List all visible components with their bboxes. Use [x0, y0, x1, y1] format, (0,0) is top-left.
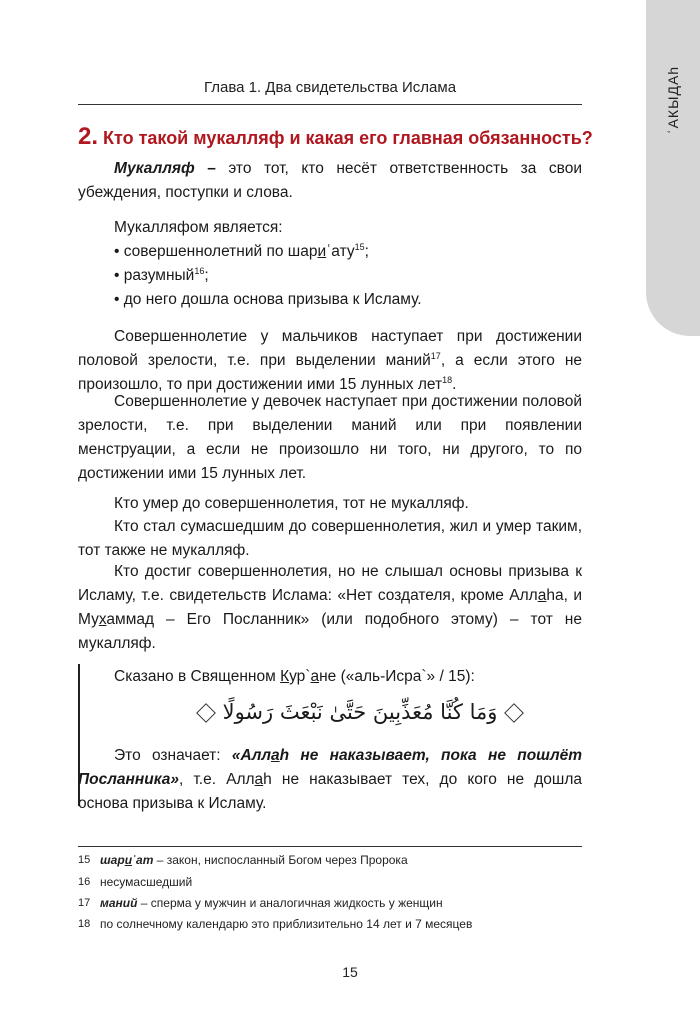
girls-paragraph: Совершеннолетие у девочек наступает при достижении половой зрелости, т.е. при выделении маний или при появлении менструации, а если не произошло ни того, ни другого, то по достижении ими 15 лунных лет. [78, 393, 582, 482]
side-tab-label [646, 0, 700, 200]
quran-intro: Сказано в Священном Кур`ане («аль-Исра`» / 15): [114, 668, 475, 685]
page-number: 15 [342, 964, 358, 980]
verse-ornament-icon [196, 703, 216, 723]
section-number: 2. [78, 123, 99, 150]
boys-paragraph: Совершеннолетие у мальчиков наступает при достижении половой зрелости, т.е. при выделении маний$^{17}$, а если этого не произошло, то при достижении ими 15 лунных лет$^{18}$. [78, 328, 583, 393]
definition-term: Мукалляф [114, 160, 195, 177]
footnote-divider [78, 846, 582, 847]
case-insane-paragraph: Кто стал сумасшедшим до совершеннолетия, жил и умер таким, тот также не мукалляф. [78, 518, 582, 559]
verse-ornament-icon [504, 703, 524, 723]
section-heading [78, 123, 598, 151]
case-unheard-paragraph: Кто достиг совершеннолетия, но не слышал основы призыва к Исламу, т.е. свидетельств Ислама: «Нет создателя, кроме Аллаhа, и Мухаммад – Его Посланник» (или подобного этому) – тот не мукалляф. [78, 563, 583, 652]
conditions-intro: Мукалляфом является: [114, 219, 283, 236]
definition-text: это тот, кто несёт ответственность за свои убеждения, поступки и слова. [78, 160, 582, 201]
condition-item-call: • до него дошла основа призыва к Исламу. [114, 291, 422, 308]
header-divider [78, 104, 582, 105]
case-died-paragraph: Кто умер до совершеннолетия, тот не мукалляф. [114, 495, 469, 512]
arabic-verse [140, 700, 580, 724]
meaning-paragraph: Это означает: «Аллаh не наказывает, пока не пошлёт Посланника», т.е. Аллаh не наказывает тех, до кого не дошла основа призыва к Исламу. [78, 747, 582, 812]
footnote-ref: 15 [354, 241, 365, 252]
footnote-ref: 18 [442, 374, 453, 385]
footnote-17: 17 маний – сперма у мужчин и аналогичная жидкость у женщин [78, 896, 443, 910]
definition-paragraph: Мукалляф – это тот, кто несёт ответственность за свои убеждения, поступки и слова. [78, 160, 582, 201]
side-tab-text: ʿАКЫДАh [665, 65, 681, 135]
side-tab [646, 0, 700, 336]
chapter-title: Глава 1. Два свидетельства Ислама [203, 79, 457, 96]
section-title: Кто такой мукалляф и какая его главная обязанность? [103, 128, 593, 148]
footnote-15: 15 шариʿат – закон, ниспосланный Богом через Пророка [78, 853, 408, 867]
footnote-ref: 17 [430, 350, 441, 361]
footnote-18: 18 по солнечному календарю это приблизительно 14 лет и 7 месяцев [78, 917, 473, 931]
footnote-16: 16 несумасшедший [78, 875, 193, 889]
condition-item-sane: • разумный$^{16}$; [114, 265, 209, 284]
arabic-verse-text: وَمَا كُنَّا مُعَذِّبِينَ حَتَّىٰ نَبْعَثَ رَسُولًا [222, 700, 498, 724]
footnote-ref: 16 [194, 265, 205, 276]
condition-item-adult: • совершеннолетний по шариʿату$^{15}$; [114, 241, 369, 260]
